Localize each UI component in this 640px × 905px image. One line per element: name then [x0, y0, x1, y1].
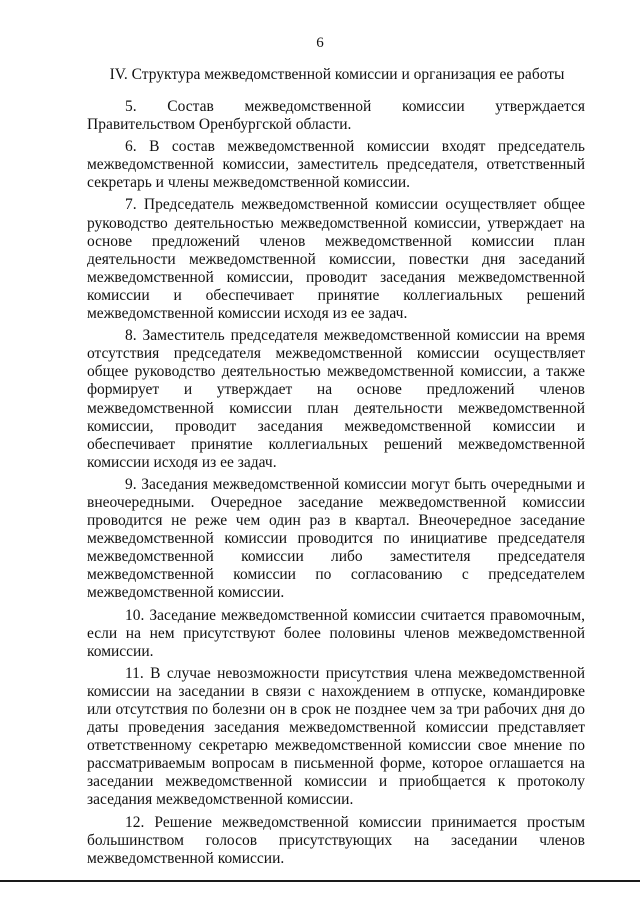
paragraph-10: 10. Заседание межведомственной комиссии считается правомочным, если на нем присутствуют более половины членов межведомственной комиссии. [87, 606, 585, 660]
paragraph-9: 9. Заседания межведомственной комиссии могут быть очередными и внеочередными. Очередное заседание межведомственной комиссии проводится не реже чем один раз в квартал. Внеочередное заседание межведомственной комиссии проводится по инициативе председателя межведомственной комиссии либо заместителя председателя межведомственной комиссии по согласованию с председателем межведомственной комиссии. [87, 475, 585, 602]
paragraph-7: 7. Председатель межведомственной комиссии осуществляет общее руководство деятельностью межведомственной комиссии, утверждает на основе предложений членов межведомственной комиссии план деятельности межведомственной комиссии, повестки дня заседаний межведомственной комиссии, проводит заседания межведомственной комиссии и обеспечивает принятие коллегиальных решений межведомственной комиссии исходя из ее задач. [87, 196, 585, 323]
page-number: 6 [316, 35, 324, 51]
paragraph-5: 5. Состав межведомственной комиссии утверждается Правительством Оренбургской области. [87, 98, 585, 134]
paragraph-11: 11. В случае невозможности присутствия члена межведомственной комиссии на заседании в связи с нахождением в отпуске, командировке или отсутствия по болезни он в срок не позднее чем за три рабочих дня до даты проведения заседания межведомственной комиссии представляет ответственному секретарю межведомственной комиссии свое мнение по рассматриваемым вопросам в письменной форме, которое оглашается на заседании межведомственной комиссии и приобщается к протоколу заседания межведомственной комиссии. [87, 664, 585, 809]
document-body [87, 98, 585, 872]
scan-bottom-border [0, 880, 640, 882]
section-title: IV. Структура межведомственной комиссии и организация ее работы [109, 66, 565, 83]
paragraph-12: 12. Решение межведомственной комиссии принимается простым большинством голосов присутствующих на заседании членов межведомственной комиссии. [87, 813, 585, 867]
paragraph-8: 8. Заместитель председателя межведомственной комиссии на время отсутствия председателя межведомственной комиссии осуществляет общее руководство деятельностью межведомственной комиссии, а также формирует и утверждает на основе предложений членов межведомственной комиссии план деятельности межведомственной комиссии, проводит заседания межведомственной комиссии и обеспечивает принятие коллегиальных решений межведомственной комиссии исходя из ее задач. [87, 327, 585, 471]
paragraph-6: 6. В состав межведомственной комиссии входят председатель межведомственной комиссии, заместитель председателя, ответственный секретарь и члены межведомственной комиссии. [87, 138, 585, 192]
